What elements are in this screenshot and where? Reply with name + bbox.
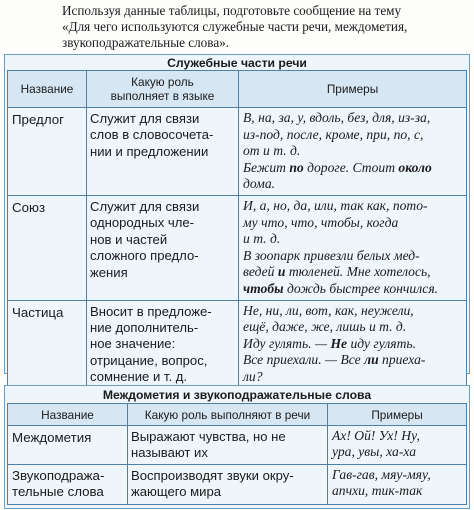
header-examples: Примеры xyxy=(239,71,467,108)
row-examples: В, на, за, у, вдоль, без, для, из-за, из-под, после, кроме, при, по, с, от и т. д. Бежит по дороге. Стоит около дома. xyxy=(239,108,467,196)
service-parts-table xyxy=(7,70,467,390)
table-row xyxy=(8,195,467,300)
table-row xyxy=(8,108,467,196)
header-examples: Примеры xyxy=(328,404,467,426)
row-name-interjections: Междометия xyxy=(8,426,128,465)
instruction-line: звукоподражательные слова». xyxy=(62,35,230,50)
instruction-line: «Для чего используются служебные части речи, междометия, xyxy=(62,19,408,34)
row-role: Вносит в предложе- ние дополнитель- ное значение: отрицание, вопрос, сомнение и т. д. xyxy=(87,300,239,389)
row-name-particle: Частица xyxy=(8,300,87,389)
row-role: Служит для связи слов в словосочета- нии и предложении xyxy=(87,108,239,196)
service-parts-table-box xyxy=(4,54,470,385)
row-name-conjunction: Союз xyxy=(8,195,87,300)
row-name-preposition: Предлог xyxy=(8,108,87,196)
row-examples: И, а, но, да, или, так как, пото- му что, что, чтобы, когда и т. д. В зоопарк привезли белых мед- ведей и тюленей. Мне хотелось, чтобы дождь быстрее кончился. xyxy=(239,195,467,300)
header-name: Название xyxy=(8,404,128,426)
row-examples: Гав-гав, мяу-мяу, апчхи, тик-так xyxy=(328,465,467,505)
row-role: Воспроизводят звуки окру- жающего мира xyxy=(128,465,328,505)
row-role: Выражают чувства, но не называют их xyxy=(128,426,328,465)
interjections-table-box xyxy=(4,385,470,509)
row-examples: Не, ни, ли, вот, как, неужели, ещё, даже, же, лишь и т. д. Иду гулять. — Не иду гулять. Все приехали. — Все ли приеха- ли? xyxy=(239,300,467,389)
instruction-line: Используя данные таблицы, подготовьте сообщение на тему xyxy=(62,3,402,18)
row-name-onomatopoeia: Звукоподража- тельные слова xyxy=(8,465,128,505)
table-row xyxy=(8,300,467,389)
table-header-row xyxy=(8,404,467,426)
header-name: Название xyxy=(8,71,87,108)
task-instructions xyxy=(62,3,470,51)
table-caption: Служебные части речи xyxy=(167,56,307,70)
table-row xyxy=(8,465,467,505)
row-examples: Ах! Ой! Ух! Ну, ура, увы, ха-ха xyxy=(328,426,467,465)
table-row xyxy=(8,426,467,465)
interjections-table xyxy=(7,403,467,505)
header-role: Какую роль выполняет в языке xyxy=(87,71,239,108)
row-role: Служит для связи однородных чле- нов и частей сложного предло- жения xyxy=(87,195,239,300)
table-caption: Междометия и звукоподражательные слова xyxy=(102,388,372,402)
header-role: Какую роль выполняют в речи xyxy=(128,404,328,426)
table-header-row xyxy=(8,71,467,108)
